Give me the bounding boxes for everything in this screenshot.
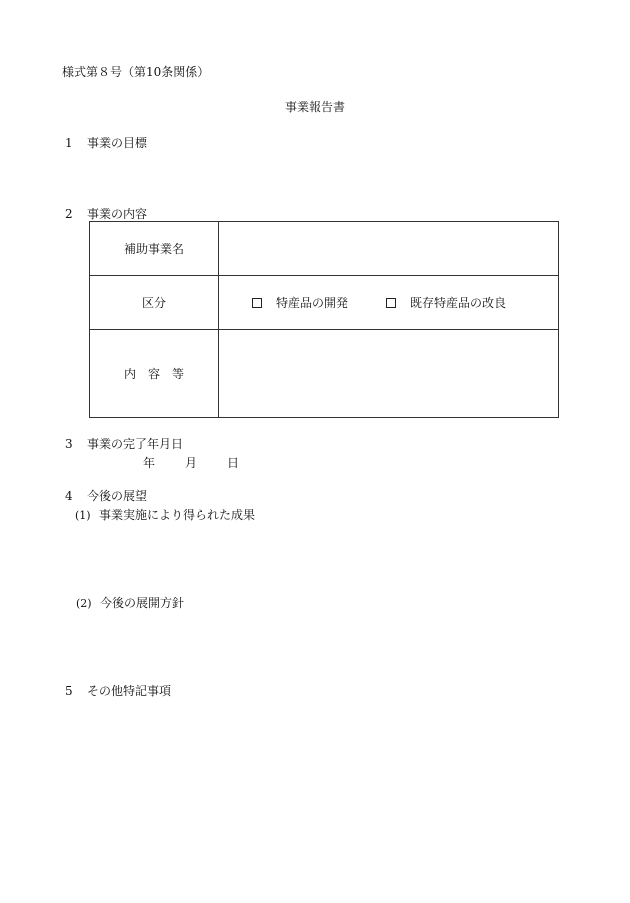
subsection-1-heading bbox=[75, 509, 255, 521]
table-row bbox=[90, 276, 559, 330]
category-options bbox=[219, 276, 559, 330]
details-label: 内容等 bbox=[90, 330, 219, 418]
option-label: 特産品の開発 bbox=[276, 296, 349, 310]
category-label: 区分 bbox=[90, 276, 219, 330]
day-marker: 日 bbox=[227, 456, 240, 470]
project-name-label: 補助事業名 bbox=[90, 222, 219, 276]
document-title: 事業報告書 bbox=[284, 100, 345, 114]
checkbox-icon[interactable] bbox=[252, 298, 262, 308]
option-new-product[interactable] bbox=[252, 294, 348, 311]
section-1-heading bbox=[65, 137, 147, 149]
completion-date-line bbox=[143, 457, 239, 469]
section-number: 2 bbox=[65, 207, 73, 221]
form-number: 様式第８号（第10条関係） bbox=[62, 65, 210, 79]
section-label: 事業の目標 bbox=[87, 136, 148, 150]
section-label: 今後の展望 bbox=[87, 489, 148, 503]
option-label: 既存特産品の改良 bbox=[410, 296, 507, 310]
subsection-2-heading bbox=[76, 597, 184, 609]
section-2-heading bbox=[65, 208, 147, 220]
table-row bbox=[90, 330, 559, 418]
checkbox-icon[interactable] bbox=[386, 298, 396, 308]
section-label: 事業の内容 bbox=[87, 207, 148, 221]
section-number: 5 bbox=[65, 684, 73, 698]
section-4-heading bbox=[65, 490, 147, 502]
section-3-heading bbox=[65, 438, 183, 450]
subsection-number: (2) bbox=[76, 597, 92, 610]
section-number: 3 bbox=[65, 437, 73, 451]
table-row bbox=[90, 222, 559, 276]
section-5-heading bbox=[65, 685, 171, 697]
project-name-field[interactable] bbox=[219, 222, 559, 276]
section-label: その他特記事項 bbox=[87, 684, 172, 698]
year-marker: 年 bbox=[143, 456, 156, 470]
subsection-number: (1) bbox=[75, 509, 91, 522]
section-number: 1 bbox=[65, 136, 73, 150]
subsection-label: 事業実施により得られた成果 bbox=[99, 508, 256, 522]
option-improve-product[interactable] bbox=[386, 294, 506, 311]
details-field[interactable] bbox=[219, 330, 559, 418]
month-marker: 月 bbox=[185, 456, 198, 470]
section-label: 事業の完了年月日 bbox=[87, 437, 184, 451]
subsection-label: 今後の展開方針 bbox=[100, 596, 185, 610]
section-number: 4 bbox=[65, 489, 73, 503]
project-content-table bbox=[89, 221, 559, 418]
